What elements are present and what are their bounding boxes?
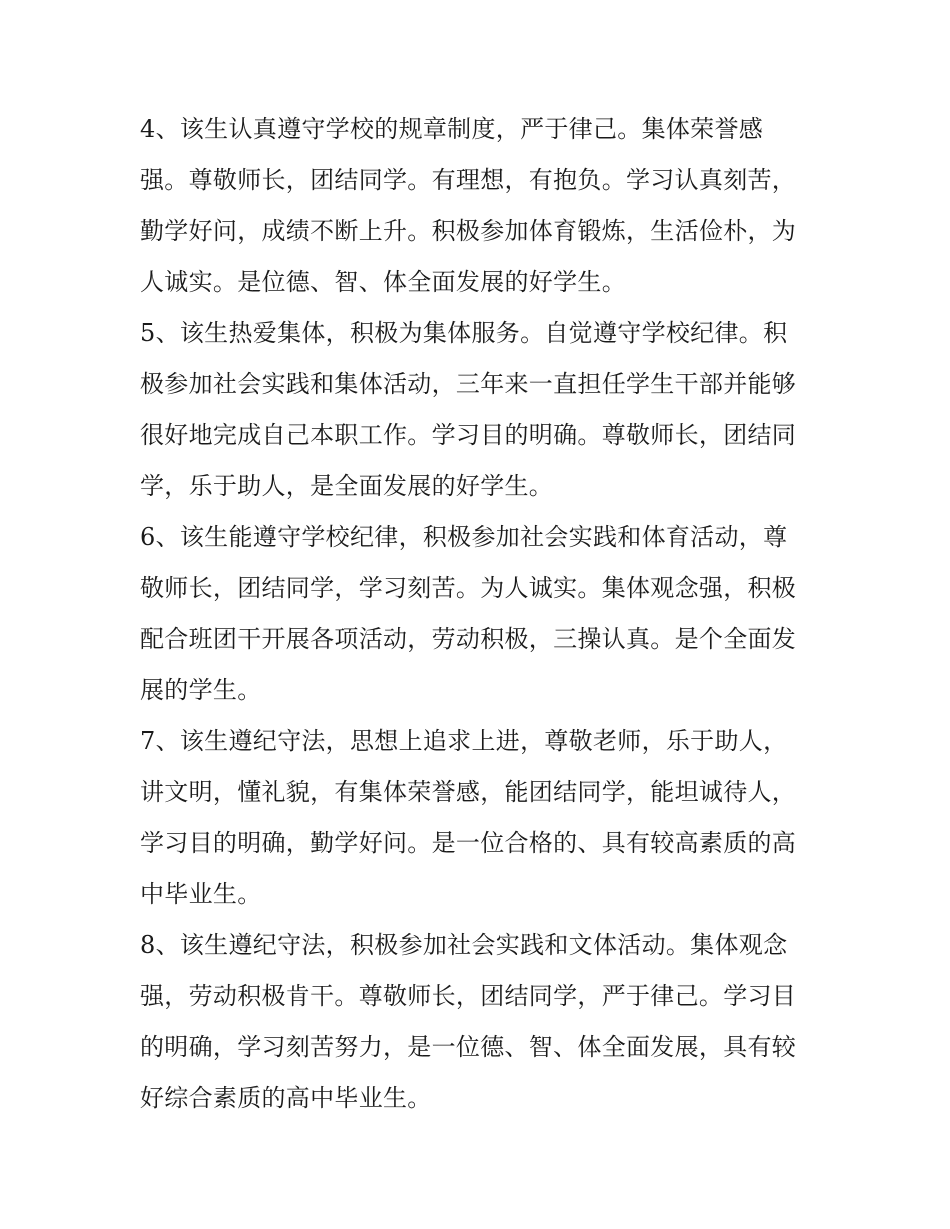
text-line: 人诚实。是位德、智、体全面发展的好学生。 [140,268,626,296]
document-body [140,104,816,1124]
text-line: 学习目的明确，勤学好问。是一位合格的、具有较高素质的高 [140,829,797,857]
text-line: 敬师长，团结同学，学习刻苦。为人诚实。集体观念强，积极 [140,574,797,602]
text-line: 勤学好问，成绩不断上升。积极参加体育锻炼，生活俭朴，为 [140,217,797,245]
text-line: 5、该生热爱集体，积极为集体服务。自觉遵守学校纪律。积 [140,319,788,347]
text-line: 7、该生遵纪守法，思想上追求上进，尊敬老师，乐于助人， [140,727,788,755]
text-line: 配合班团干开展各项活动，劳动积极，三操认真。是个全面发 [140,625,797,653]
text-line: 好综合素质的高中毕业生。 [140,1084,432,1112]
text-line: 强。尊敬师长，团结同学。有理想，有抱负。学习认真刻苦， [140,166,797,194]
text-line: 的明确，学习刻苦努力，是一位德、智、体全面发展，具有较 [140,1033,797,1061]
text-line: 展的学生。 [140,676,262,704]
text-line: 极参加社会实践和集体活动，三年来一直担任学生干部并能够 [140,370,797,398]
text-line: 6、该生能遵守学校纪律，积极参加社会实践和体育活动，尊 [140,523,788,551]
text-line: 很好地完成自己本职工作。学习目的明确。尊敬师长，团结同 [140,421,797,449]
text-line: 中毕业生。 [140,880,262,908]
text-line: 强，劳动积极肯干。尊敬师长，团结同学，严于律己。学习目 [140,982,797,1010]
text-line: 4、该生认真遵守学校的规章制度，严于律己。集体荣誉感 [140,115,764,143]
text-line: 学，乐于助人，是全面发展的好学生。 [140,472,554,500]
text-line: 8、该生遵纪守法，积极参加社会实践和文体活动。集体观念 [140,931,788,959]
text-line: 讲文明，懂礼貌，有集体荣誉感，能团结同学，能坦诚待人， [140,778,797,806]
